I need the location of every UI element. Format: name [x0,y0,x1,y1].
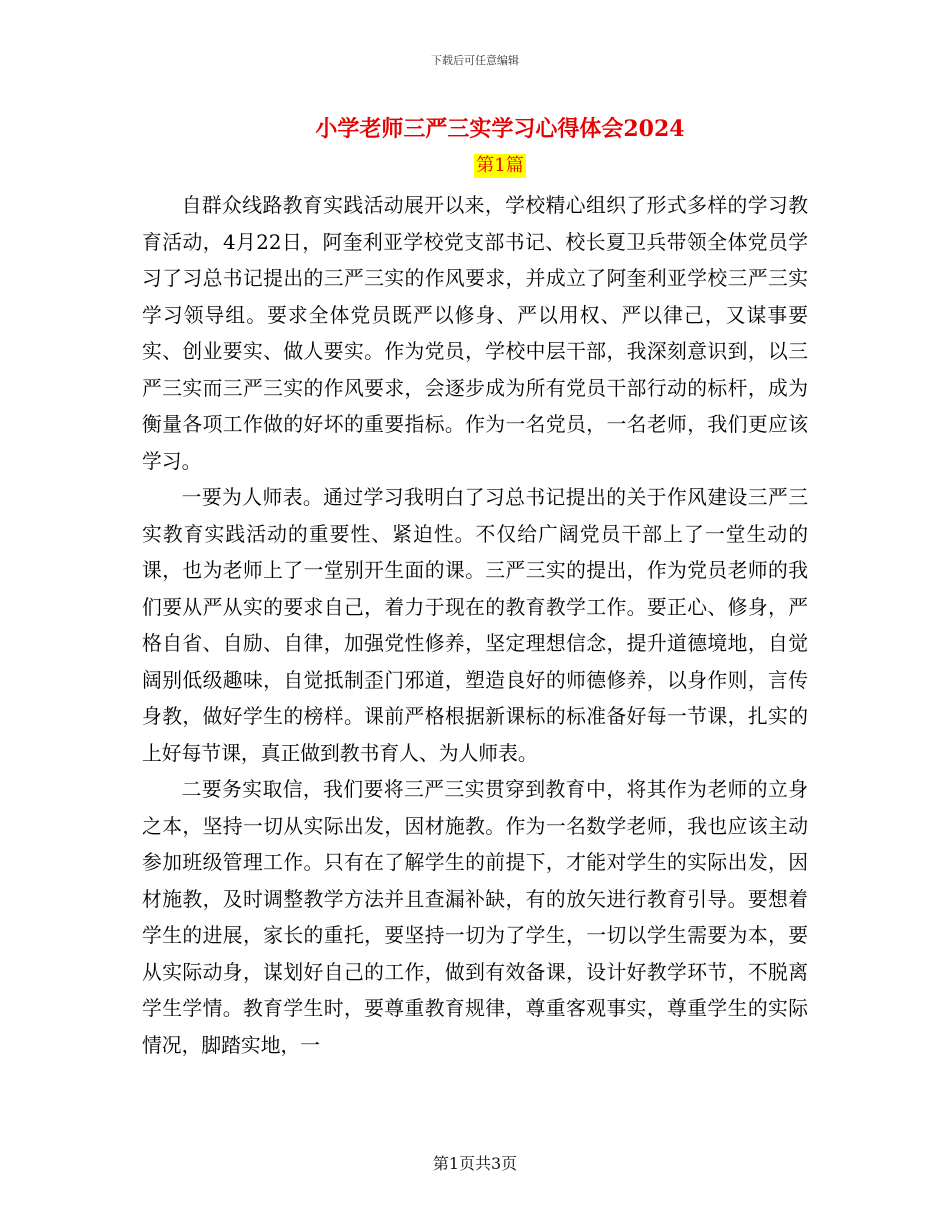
paragraph: 自群众线路教育实践活动展开以来，学校精心组织了形式多样的学习教育活动，4月22日，阿奎利亚学校党支部书记、校长夏卫兵带领全体党员学习了习总书记提出的三严三实的作风要求，并成立了阿奎利亚学校三严三实学习领导组。要求全体党员既严以修身、严以用权、严以律己，又谋事要实、创业要实、做人要实。作为党员，学校中层干部，我深刻意识到，以三严三实而三严三实的作风要求，会逐步成为所有党员干部行动的标杆，成为衡量各项工作做的好坏的重要指标。作为一名党员，一名老师，我们更应该学习。 [142,194,808,473]
paragraph: 二要务实取信，我们要将三严三实贯穿到教育中，将其作为老师的立身之本，坚持一切从实际出发，因材施教。作为一名数学老师，我也应该主动参加班级管理工作。只有在了解学生的前提下，才能对学生的实际出发，因材施教，及时调整教学方法并且查漏补缺，有的放矢进行教育引导。要想着学生的进展，家长的重托，要坚持一切为了学生，一切以学生需要为本，要从实际动身，谋划好自己的工作，做到有效备课，设计好教学环节，不脱离学生学情。教育学生时，要尊重教育规律，尊重客观事实，尊重学生的实际情况，脚踏实地，一 [142,778,808,1057]
section-label: 第1篇 [476,155,524,176]
body-text [142,188,808,1064]
paragraph: 一要为人师表。通过学习我明白了习总书记提出的关于作风建设三严三实教育实践活动的重要性、紧迫性。不仅给广阔党员干部上了一堂生动的课，也为老师上了一堂别开生面的课。三严三实的提出，作为党员老师的我们要从严从实的要求自己，着力于现在的教育教学工作。要正心、修身，严格自省、自励、自律，加强党性修养，坚定理想信念，提升道德境地，自觉阔别低级趣味，自觉抵制歪门邪道，塑造良好的师德修养，以身作则，言传身教，做好学生的榜样。课前严格根据新课标的标准备好每一节课，扎实的上好每节课，真正做到教书育人、为人师表。 [142,486,808,765]
document-title: 小学老师三严三实学习心得体会2024 [315,116,685,142]
page-footer: 第1页共3页 [432,1154,518,1173]
section-heading [0,154,950,178]
header-note: 下载后可任意编辑 [431,54,519,67]
